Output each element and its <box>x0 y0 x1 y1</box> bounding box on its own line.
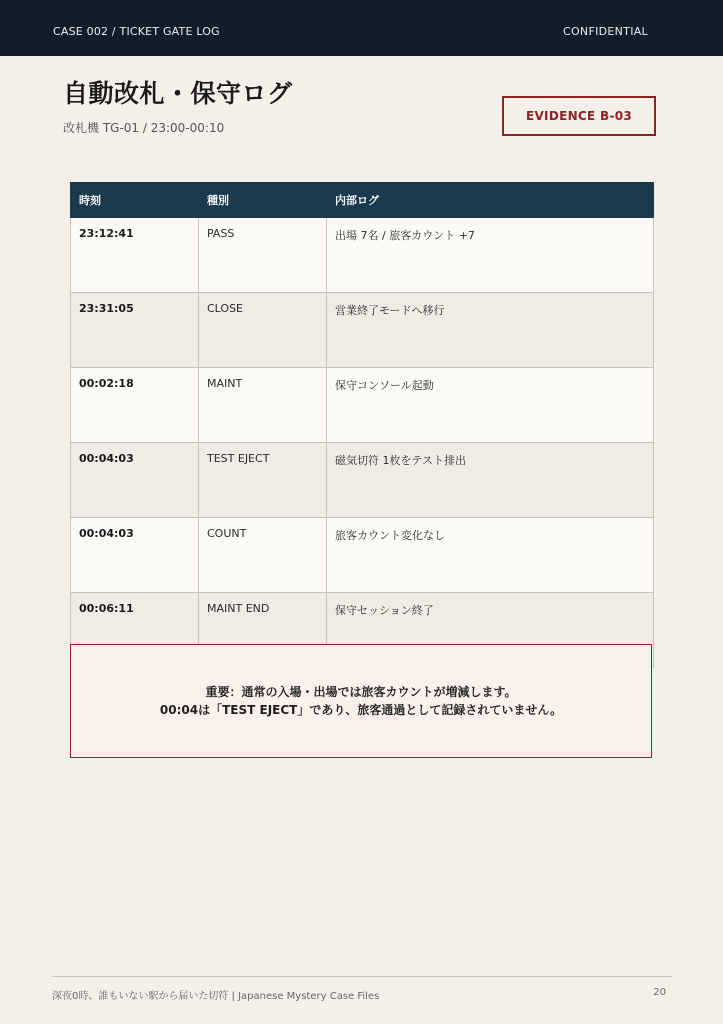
page-number: 20 <box>653 987 666 998</box>
cell-log: 営業終了モードへ移行 <box>327 293 654 368</box>
cell-log: 磁気切符 1枚をテスト排出 <box>327 443 654 518</box>
table-row <box>71 368 654 443</box>
cell-type: MAINT END <box>199 593 327 668</box>
cell-type: TEST EJECT <box>199 443 327 518</box>
column-header-time: 時刻 <box>71 183 199 218</box>
cell-log: 保守セッション終了 <box>327 593 654 668</box>
notice-line-2: 00:04は「TEST EJECT」であり、旅客通過として記録されていません。 <box>159 703 563 717</box>
cell-time: 00:06:11 <box>71 593 199 668</box>
column-header-type: 種別 <box>199 183 327 218</box>
cell-type: MAINT <box>199 368 327 443</box>
notice-line-1: 重要：通常の入場・出場では旅客カウントが増減します。 <box>205 685 517 699</box>
cell-time: 23:12:41 <box>71 218 199 293</box>
table-row <box>71 443 654 518</box>
cell-time: 00:02:18 <box>71 368 199 443</box>
table-header-row <box>71 183 654 218</box>
confidential-label: CONFIDENTIAL <box>562 25 648 38</box>
table-row <box>71 293 654 368</box>
evidence-badge: EVIDENCE B-03 <box>502 96 656 136</box>
cell-time: 00:04:03 <box>71 518 199 593</box>
cell-type: COUNT <box>199 518 327 593</box>
cell-type: CLOSE <box>199 293 327 368</box>
page-subtitle: 改札機 TG-01 / 23:00-00:10 <box>63 121 225 135</box>
cell-log: 保守コンソール起動 <box>327 368 654 443</box>
cell-log: 出場 7名 / 旅客カウント +7 <box>327 218 654 293</box>
cell-type: PASS <box>199 218 327 293</box>
footer-title: 深夜0時、誰もいない駅から届いた切符 | Japanese Mystery Case Files <box>52 991 380 1002</box>
cell-time: 00:04:03 <box>71 443 199 518</box>
table-row <box>71 518 654 593</box>
column-header-log: 内部ログ <box>327 183 654 218</box>
page-title: 自動改札・保守ログ <box>63 79 293 108</box>
gate-log-table <box>70 182 654 668</box>
case-label: CASE 002 / TICKET GATE LOG <box>53 25 220 38</box>
table-row <box>71 218 654 293</box>
footer-divider <box>52 976 672 977</box>
important-notice <box>70 644 652 758</box>
top-bar <box>0 0 723 56</box>
cell-time: 23:31:05 <box>71 293 199 368</box>
cell-log: 旅客カウント変化なし <box>327 518 654 593</box>
